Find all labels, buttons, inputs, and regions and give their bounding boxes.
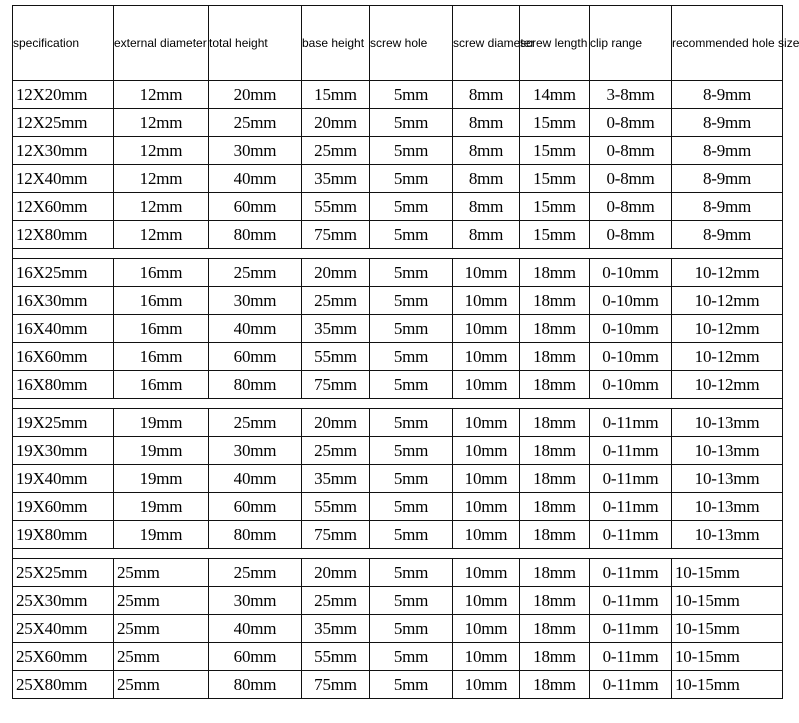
cell-total-height: 80mm bbox=[209, 221, 302, 249]
cell-total-height: 40mm bbox=[209, 315, 302, 343]
table-row bbox=[13, 615, 783, 643]
cell-clip-range: 0-8mm bbox=[590, 109, 672, 137]
cell-specification: 12X80mm bbox=[13, 221, 114, 249]
table-row bbox=[13, 287, 783, 315]
cell-screw-length: 18mm bbox=[520, 643, 590, 671]
cell-base-height: 55mm bbox=[302, 343, 370, 371]
cell-total-height: 30mm bbox=[209, 437, 302, 465]
cell-base-height: 20mm bbox=[302, 259, 370, 287]
table-row bbox=[13, 193, 783, 221]
cell-screw-length: 18mm bbox=[520, 437, 590, 465]
cell-screw-diameter: 10mm bbox=[453, 559, 520, 587]
cell-total-height: 25mm bbox=[209, 559, 302, 587]
header-screw-diameter: screw diameter bbox=[453, 6, 520, 81]
cell-clip-range: 0-10mm bbox=[590, 287, 672, 315]
cell-screw-hole: 5mm bbox=[370, 137, 453, 165]
cell-clip-range: 0-11mm bbox=[590, 465, 672, 493]
cell-total-height: 40mm bbox=[209, 465, 302, 493]
table-row bbox=[13, 81, 783, 109]
cell-clip-range: 0-10mm bbox=[590, 259, 672, 287]
cell-external-diameter: 12mm bbox=[114, 193, 209, 221]
cell-screw-hole: 5mm bbox=[370, 643, 453, 671]
cell-clip-range: 0-8mm bbox=[590, 165, 672, 193]
cell-total-height: 40mm bbox=[209, 615, 302, 643]
cell-screw-diameter: 8mm bbox=[453, 221, 520, 249]
table-row bbox=[13, 465, 783, 493]
cell-total-height: 25mm bbox=[209, 109, 302, 137]
cell-recommended-hole-size: 8-9mm bbox=[672, 221, 783, 249]
cell-external-diameter: 12mm bbox=[114, 81, 209, 109]
cell-external-diameter: 25mm bbox=[114, 587, 209, 615]
cell-screw-diameter: 10mm bbox=[453, 315, 520, 343]
table-row bbox=[13, 259, 783, 287]
cell-total-height: 60mm bbox=[209, 193, 302, 221]
cell-screw-hole: 5mm bbox=[370, 81, 453, 109]
cell-specification: 25X60mm bbox=[13, 643, 114, 671]
cell-specification: 12X25mm bbox=[13, 109, 114, 137]
cell-base-height: 35mm bbox=[302, 615, 370, 643]
cell-clip-range: 0-11mm bbox=[590, 587, 672, 615]
cell-recommended-hole-size: 8-9mm bbox=[672, 165, 783, 193]
cell-recommended-hole-size: 10-15mm bbox=[672, 587, 783, 615]
separator-cell bbox=[13, 549, 783, 559]
table-row bbox=[13, 521, 783, 549]
group-separator bbox=[13, 249, 783, 259]
cell-base-height: 25mm bbox=[302, 587, 370, 615]
cell-specification: 19X40mm bbox=[13, 465, 114, 493]
cell-screw-diameter: 8mm bbox=[453, 109, 520, 137]
cell-screw-length: 15mm bbox=[520, 193, 590, 221]
cell-external-diameter: 25mm bbox=[114, 643, 209, 671]
cell-screw-diameter: 10mm bbox=[453, 493, 520, 521]
cell-specification: 12X60mm bbox=[13, 193, 114, 221]
cell-specification: 16X30mm bbox=[13, 287, 114, 315]
cell-screw-length: 14mm bbox=[520, 81, 590, 109]
header-clip-range: clip range bbox=[590, 6, 672, 81]
cell-base-height: 25mm bbox=[302, 137, 370, 165]
cell-screw-diameter: 8mm bbox=[453, 81, 520, 109]
cell-recommended-hole-size: 10-15mm bbox=[672, 615, 783, 643]
table-row bbox=[13, 643, 783, 671]
cell-recommended-hole-size: 10-12mm bbox=[672, 315, 783, 343]
table-row bbox=[13, 165, 783, 193]
cell-screw-diameter: 10mm bbox=[453, 615, 520, 643]
cell-screw-diameter: 10mm bbox=[453, 587, 520, 615]
table-row bbox=[13, 109, 783, 137]
cell-screw-diameter: 10mm bbox=[453, 343, 520, 371]
table-row bbox=[13, 315, 783, 343]
cell-recommended-hole-size: 10-15mm bbox=[672, 671, 783, 699]
cell-base-height: 20mm bbox=[302, 559, 370, 587]
separator-cell bbox=[13, 249, 783, 259]
cell-screw-length: 18mm bbox=[520, 465, 590, 493]
cell-screw-length: 15mm bbox=[520, 165, 590, 193]
cell-external-diameter: 16mm bbox=[114, 315, 209, 343]
table-row bbox=[13, 137, 783, 165]
cell-screw-hole: 5mm bbox=[370, 559, 453, 587]
cell-screw-length: 18mm bbox=[520, 493, 590, 521]
cell-clip-range: 0-11mm bbox=[590, 437, 672, 465]
cell-screw-hole: 5mm bbox=[370, 221, 453, 249]
cell-clip-range: 0-8mm bbox=[590, 193, 672, 221]
cell-screw-hole: 5mm bbox=[370, 671, 453, 699]
cell-external-diameter: 12mm bbox=[114, 137, 209, 165]
cell-base-height: 75mm bbox=[302, 671, 370, 699]
table-header bbox=[13, 6, 799, 81]
cell-total-height: 25mm bbox=[209, 259, 302, 287]
cell-clip-range: 0-11mm bbox=[590, 615, 672, 643]
table-row bbox=[13, 559, 783, 587]
cell-base-height: 25mm bbox=[302, 287, 370, 315]
cell-recommended-hole-size: 8-9mm bbox=[672, 109, 783, 137]
cell-base-height: 35mm bbox=[302, 165, 370, 193]
cell-screw-length: 18mm bbox=[520, 259, 590, 287]
cell-screw-hole: 5mm bbox=[370, 315, 453, 343]
cell-screw-diameter: 10mm bbox=[453, 287, 520, 315]
cell-screw-length: 18mm bbox=[520, 521, 590, 549]
cell-screw-length: 15mm bbox=[520, 109, 590, 137]
cell-screw-length: 18mm bbox=[520, 409, 590, 437]
cell-specification: 16X80mm bbox=[13, 371, 114, 399]
cell-screw-hole: 5mm bbox=[370, 287, 453, 315]
group-separator bbox=[13, 549, 783, 559]
cell-base-height: 25mm bbox=[302, 437, 370, 465]
cell-screw-hole: 5mm bbox=[370, 409, 453, 437]
cell-specification: 12X20mm bbox=[13, 81, 114, 109]
cell-recommended-hole-size: 10-13mm bbox=[672, 465, 783, 493]
cell-base-height: 75mm bbox=[302, 521, 370, 549]
cell-screw-diameter: 10mm bbox=[453, 437, 520, 465]
cell-external-diameter: 19mm bbox=[114, 521, 209, 549]
cell-recommended-hole-size: 10-13mm bbox=[672, 521, 783, 549]
cell-specification: 25X25mm bbox=[13, 559, 114, 587]
cell-base-height: 55mm bbox=[302, 493, 370, 521]
cell-specification: 19X60mm bbox=[13, 493, 114, 521]
cell-screw-length: 15mm bbox=[520, 137, 590, 165]
table-row bbox=[13, 437, 783, 465]
cell-recommended-hole-size: 10-12mm bbox=[672, 287, 783, 315]
cell-total-height: 60mm bbox=[209, 343, 302, 371]
cell-screw-diameter: 10mm bbox=[453, 521, 520, 549]
cell-external-diameter: 19mm bbox=[114, 465, 209, 493]
table-body bbox=[13, 81, 783, 699]
cell-specification: 25X80mm bbox=[13, 671, 114, 699]
cell-specification: 16X25mm bbox=[13, 259, 114, 287]
cell-screw-hole: 5mm bbox=[370, 493, 453, 521]
cell-screw-diameter: 8mm bbox=[453, 165, 520, 193]
cell-external-diameter: 19mm bbox=[114, 409, 209, 437]
cell-total-height: 25mm bbox=[209, 409, 302, 437]
cell-screw-length: 15mm bbox=[520, 221, 590, 249]
cell-total-height: 30mm bbox=[209, 287, 302, 315]
cell-screw-length: 18mm bbox=[520, 315, 590, 343]
cell-recommended-hole-size: 10-15mm bbox=[672, 559, 783, 587]
cell-external-diameter: 16mm bbox=[114, 371, 209, 399]
cell-base-height: 55mm bbox=[302, 643, 370, 671]
cell-screw-hole: 5mm bbox=[370, 193, 453, 221]
cell-clip-range: 0-10mm bbox=[590, 343, 672, 371]
table-row bbox=[13, 409, 783, 437]
table-row bbox=[13, 671, 783, 699]
cell-recommended-hole-size: 8-9mm bbox=[672, 193, 783, 221]
header-total-height: total height bbox=[209, 6, 302, 81]
cell-external-diameter: 19mm bbox=[114, 437, 209, 465]
header-recommended-hole-size: recommended hole size bbox=[672, 6, 783, 81]
cell-clip-range: 3-8mm bbox=[590, 81, 672, 109]
cell-recommended-hole-size: 8-9mm bbox=[672, 137, 783, 165]
cell-base-height: 15mm bbox=[302, 81, 370, 109]
cell-screw-length: 18mm bbox=[520, 615, 590, 643]
cell-total-height: 80mm bbox=[209, 521, 302, 549]
cell-specification: 19X25mm bbox=[13, 409, 114, 437]
cell-screw-hole: 5mm bbox=[370, 521, 453, 549]
cell-specification: 16X60mm bbox=[13, 343, 114, 371]
cell-clip-range: 0-8mm bbox=[590, 137, 672, 165]
table-row bbox=[13, 493, 783, 521]
cell-screw-diameter: 10mm bbox=[453, 259, 520, 287]
cell-recommended-hole-size: 10-13mm bbox=[672, 409, 783, 437]
table-row bbox=[13, 371, 783, 399]
cell-screw-length: 18mm bbox=[520, 559, 590, 587]
cell-screw-diameter: 10mm bbox=[453, 465, 520, 493]
cell-specification: 12X40mm bbox=[13, 165, 114, 193]
cell-external-diameter: 25mm bbox=[114, 615, 209, 643]
cell-specification: 12X30mm bbox=[13, 137, 114, 165]
cell-external-diameter: 25mm bbox=[114, 559, 209, 587]
cell-screw-hole: 5mm bbox=[370, 343, 453, 371]
cell-total-height: 30mm bbox=[209, 587, 302, 615]
cell-screw-hole: 5mm bbox=[370, 259, 453, 287]
cell-screw-hole: 5mm bbox=[370, 165, 453, 193]
cell-screw-hole: 5mm bbox=[370, 371, 453, 399]
cell-screw-diameter: 8mm bbox=[453, 193, 520, 221]
cell-clip-range: 0-11mm bbox=[590, 521, 672, 549]
cell-recommended-hole-size: 8-9mm bbox=[672, 81, 783, 109]
cell-clip-range: 0-11mm bbox=[590, 559, 672, 587]
header-base-height: base height bbox=[302, 6, 370, 81]
header-row bbox=[13, 6, 783, 81]
cell-base-height: 75mm bbox=[302, 221, 370, 249]
cell-recommended-hole-size: 10-13mm bbox=[672, 493, 783, 521]
cell-recommended-hole-size: 10-13mm bbox=[672, 437, 783, 465]
cell-total-height: 20mm bbox=[209, 81, 302, 109]
cell-clip-range: 0-8mm bbox=[590, 221, 672, 249]
group-separator bbox=[13, 399, 783, 409]
cell-base-height: 20mm bbox=[302, 109, 370, 137]
cell-clip-range: 0-11mm bbox=[590, 671, 672, 699]
spec-table bbox=[12, 5, 799, 699]
cell-screw-length: 18mm bbox=[520, 587, 590, 615]
cell-external-diameter: 12mm bbox=[114, 165, 209, 193]
cell-screw-diameter: 10mm bbox=[453, 643, 520, 671]
cell-clip-range: 0-10mm bbox=[590, 371, 672, 399]
cell-recommended-hole-size: 10-15mm bbox=[672, 643, 783, 671]
cell-screw-length: 18mm bbox=[520, 671, 590, 699]
cell-screw-diameter: 10mm bbox=[453, 671, 520, 699]
cell-external-diameter: 16mm bbox=[114, 343, 209, 371]
cell-clip-range: 0-11mm bbox=[590, 493, 672, 521]
cell-base-height: 35mm bbox=[302, 465, 370, 493]
cell-clip-range: 0-11mm bbox=[590, 409, 672, 437]
header-screw-hole: screw hole bbox=[370, 6, 453, 81]
cell-screw-hole: 5mm bbox=[370, 465, 453, 493]
cell-base-height: 55mm bbox=[302, 193, 370, 221]
cell-specification: 25X40mm bbox=[13, 615, 114, 643]
cell-external-diameter: 16mm bbox=[114, 287, 209, 315]
table-row bbox=[13, 343, 783, 371]
cell-screw-hole: 5mm bbox=[370, 587, 453, 615]
cell-recommended-hole-size: 10-12mm bbox=[672, 259, 783, 287]
cell-external-diameter: 12mm bbox=[114, 109, 209, 137]
cell-external-diameter: 25mm bbox=[114, 671, 209, 699]
cell-specification: 25X30mm bbox=[13, 587, 114, 615]
cell-total-height: 30mm bbox=[209, 137, 302, 165]
cell-specification: 16X40mm bbox=[13, 315, 114, 343]
cell-screw-hole: 5mm bbox=[370, 109, 453, 137]
header-screw-length: screw length bbox=[520, 6, 590, 81]
cell-screw-diameter: 8mm bbox=[453, 137, 520, 165]
cell-external-diameter: 16mm bbox=[114, 259, 209, 287]
cell-total-height: 60mm bbox=[209, 643, 302, 671]
header-specification: specification bbox=[13, 6, 114, 81]
cell-screw-hole: 5mm bbox=[370, 437, 453, 465]
cell-total-height: 60mm bbox=[209, 493, 302, 521]
cell-base-height: 20mm bbox=[302, 409, 370, 437]
cell-base-height: 75mm bbox=[302, 371, 370, 399]
separator-cell bbox=[13, 399, 783, 409]
cell-external-diameter: 19mm bbox=[114, 493, 209, 521]
cell-total-height: 80mm bbox=[209, 371, 302, 399]
table-row bbox=[13, 221, 783, 249]
cell-screw-length: 18mm bbox=[520, 371, 590, 399]
cell-specification: 19X80mm bbox=[13, 521, 114, 549]
cell-screw-diameter: 10mm bbox=[453, 409, 520, 437]
table-row bbox=[13, 587, 783, 615]
cell-screw-length: 18mm bbox=[520, 343, 590, 371]
cell-base-height: 35mm bbox=[302, 315, 370, 343]
cell-recommended-hole-size: 10-12mm bbox=[672, 343, 783, 371]
cell-total-height: 40mm bbox=[209, 165, 302, 193]
cell-clip-range: 0-11mm bbox=[590, 643, 672, 671]
header-external-diameter: external diameter bbox=[114, 6, 209, 81]
cell-screw-hole: 5mm bbox=[370, 615, 453, 643]
cell-external-diameter: 12mm bbox=[114, 221, 209, 249]
cell-screw-length: 18mm bbox=[520, 287, 590, 315]
cell-specification: 19X30mm bbox=[13, 437, 114, 465]
cell-screw-diameter: 10mm bbox=[453, 371, 520, 399]
cell-clip-range: 0-10mm bbox=[590, 315, 672, 343]
cell-recommended-hole-size: 10-12mm bbox=[672, 371, 783, 399]
cell-total-height: 80mm bbox=[209, 671, 302, 699]
